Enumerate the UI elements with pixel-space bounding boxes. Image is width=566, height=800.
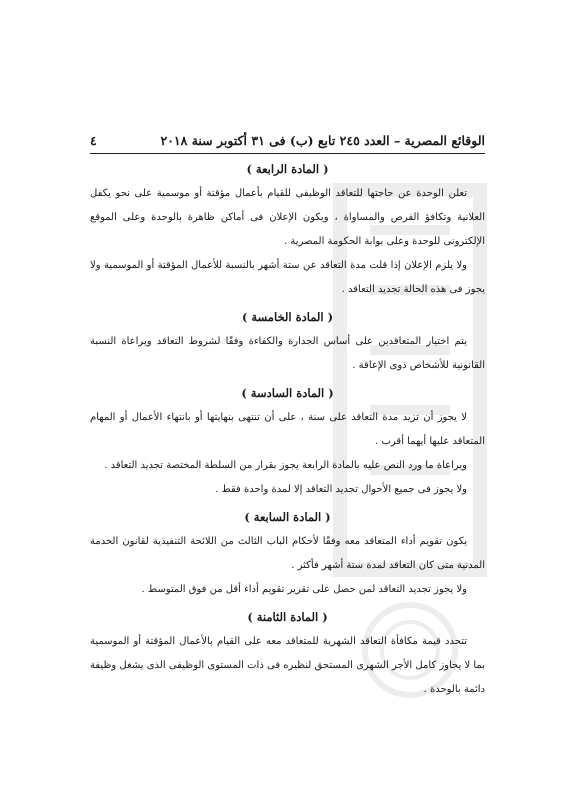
article-title: ( المادة الرابعة ) [246, 162, 329, 176]
page-number: ٤ [90, 133, 97, 148]
article-5 [90, 310, 485, 378]
article-paragraph: ويراعاة ما ورد النص عليه بالمادة الرابعة يجوز بقرار من السلطة المختصة تجديد التعاقد . [104, 460, 467, 471]
article-8 [90, 610, 485, 702]
article-paragraph: ولا يجوز تجديد التعاقد لمن حصل على تقرير تقويم أداء أقل من فوق المتوسط . [141, 584, 467, 595]
document-page [90, 133, 485, 702]
article-4 [90, 162, 485, 302]
article-paragraph: يتم اختيار المتعاقدين على أساس الجدارة والكفاءة وفقًا لشروط التعاقد ويراعاة النسبة القانونية للأشخاص ذوى الإعاقة . [90, 336, 485, 371]
article-title: ( المادة السادسة ) [241, 386, 334, 400]
article-7 [90, 510, 485, 602]
article-paragraph: ولا يجوز فى جميع الأحوال تجديد التعاقد إلا لمدة واحدة فقط . [215, 484, 467, 495]
article-title: ( المادة الخامسة ) [241, 310, 334, 324]
article-paragraph: ولا يلزم الإعلان إذا قلت مدة التعاقد عن ستة أشهر بالنسبة للأعمال المؤقتة أو الموسمية ولا يجوز فى هذه الحالة تجديد التعاقد . [90, 260, 485, 295]
article-title: ( المادة الثامنة ) [247, 610, 328, 624]
article-paragraph: تعلن الوحدة عن حاجتها للتعاقد الوظيفى للقيام بأعمال مؤقتة أو موسمية على نحو يكفل العلانية وتكافؤ الفرص والمساواة ، ويكون الإعلان فى أماكن ظاهرة بالوحدة وعلى الموقع الإلكترونى للوحدة وعلى بوابة الحكومة المصرية . [90, 188, 485, 247]
page-header [90, 133, 485, 154]
article-6 [90, 386, 485, 502]
article-paragraph: تتحدد قيمة مكافأة التعاقد الشهرية للمتعاقد معه على القيام بالأعمال المؤقتة أو الموسمية بما لا يجاوز كامل الأجر الشهرى المستحق لنظيره فى ذات المستوى الوظيفى الذى يشغل وظيفة دائمة بالوحدة . [90, 636, 485, 695]
article-paragraph: لا يجوز أن تزيد مدة التعاقد على سنة ، على أن تنتهى بنهايتها أو بانتهاء الأعمال أو المهام المتعاقد عليها أيهما أقرب . [90, 412, 485, 447]
header-title: الوقائع المصرية – العدد ٢٤٥ تابع (ب) فى ٣١ أكتوبر سنة ٢٠١٨ [160, 133, 485, 148]
article-paragraph: يكون تقويم أداء المتعاقد معه وفقًا لأحكام الباب الثالث من اللائحة التنفيذية لقانون الخدمة المدنية متى كان التعاقد لمدة ستة أشهر فأكثر . [90, 536, 485, 571]
article-title: ( المادة السابعة ) [244, 510, 331, 524]
